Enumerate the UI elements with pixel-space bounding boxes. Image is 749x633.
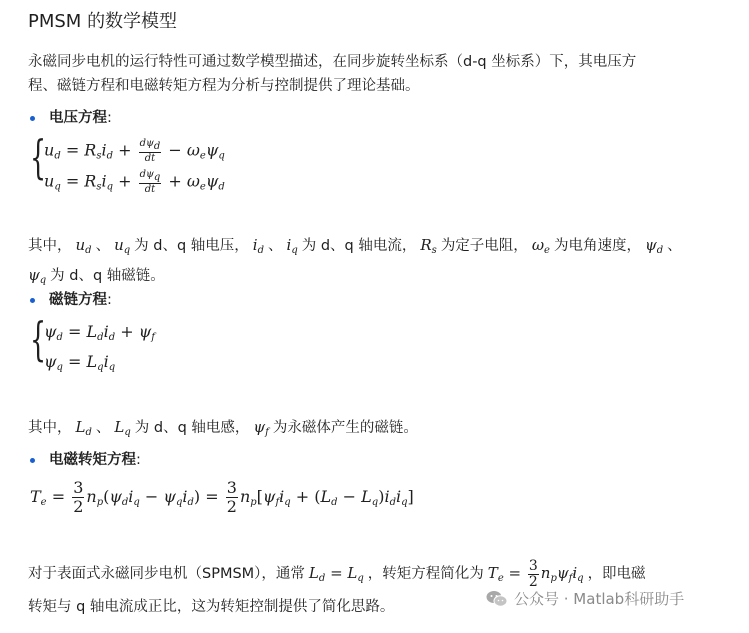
voltage-label: 电压方程: [49, 110, 107, 126]
summary-paragraph: 对于表面式永磁同步电机（SPMSM），通常 $L_d = L_q$ ，转矩方程简化为 $T_e$ = $\frac{3}{2}$ $n_p\psi_fi_q$ ，即电磁 转矩与 q 轴电流成正比，这为转矩控制提供了简化思路。: [28, 556, 728, 618]
intro-line-2: 程、磁链方程和电磁转矩方程为分析与控制提供了理论基础。: [28, 78, 420, 94]
watermark: [486, 588, 684, 609]
left-brace-icon: {: [30, 130, 47, 184]
torque-heading: 电磁转矩方程:: [30, 449, 141, 471]
summary-line-2: 转矩与 q 轴电流成正比，这为转矩控制提供了简化思路。: [28, 599, 395, 615]
wechat-icon: [486, 590, 508, 608]
flux-note: 其中， $L_d$ 、 $L_q$ 为 d、q 轴电感， $\psi_f$ 为永磁体产生的磁链。: [28, 418, 418, 438]
flux-eq-d: $\psi_d = L_di_d + \psi_f$: [44, 322, 155, 343]
voltage-heading: 电压方程:: [30, 107, 112, 129]
torque-label: 电磁转矩方程: [49, 452, 136, 468]
voltage-equations: [30, 130, 225, 199]
voltage-eq-q: $u_q = R_si_q$ + $\frac{d\psi_q}{dt}$ + $\omega_e\psi_d$: [44, 168, 225, 195]
flux-label: 磁链方程: [49, 292, 107, 308]
intro-line-1: 永磁同步电机的运行特性可通过数学模型描述，在同步旋转坐标系（d-q 坐标系）下，其电压方: [28, 54, 637, 70]
voltage-note: 其中， $u_d$ 、 $u_q$ 为 d、q 轴电压， $i_d$ 、 $i_q$ 为 d、q 轴电流， $R_s$ 为定子电阻， $\omega_e$ 为电角速度， $\psi_d$ 、 $\psi_q$ 为 d、q 轴磁链。: [28, 236, 682, 286]
bullet-icon: [30, 116, 35, 121]
intro-paragraph: [28, 50, 728, 98]
bullet-icon: [30, 458, 35, 463]
flux-heading: 磁链方程:: [30, 289, 112, 311]
flux-equations: [30, 312, 155, 380]
bullet-icon: [30, 298, 35, 303]
voltage-eq-d: $u_d = R_si_d$ + $\frac{d\psi_d}{dt}$ − $\omega_e\psi_q$: [44, 138, 225, 164]
flux-eq-q: $\psi_q = L_qi_q$: [44, 352, 116, 373]
torque-equation: $T_e$ = $\frac{3}{2}$ $n_p(\psi_di_q - \psi_qi_d)$ = $\frac{3}{2}$ $n_p[\psi_fi_q + (L_d - L_q)i_di_q]$: [30, 478, 414, 516]
page-title: PMSM 的数学模型: [28, 11, 178, 32]
left-brace-icon: {: [30, 312, 47, 366]
watermark-text: 公众号 · Matlab科研助手: [514, 590, 685, 608]
